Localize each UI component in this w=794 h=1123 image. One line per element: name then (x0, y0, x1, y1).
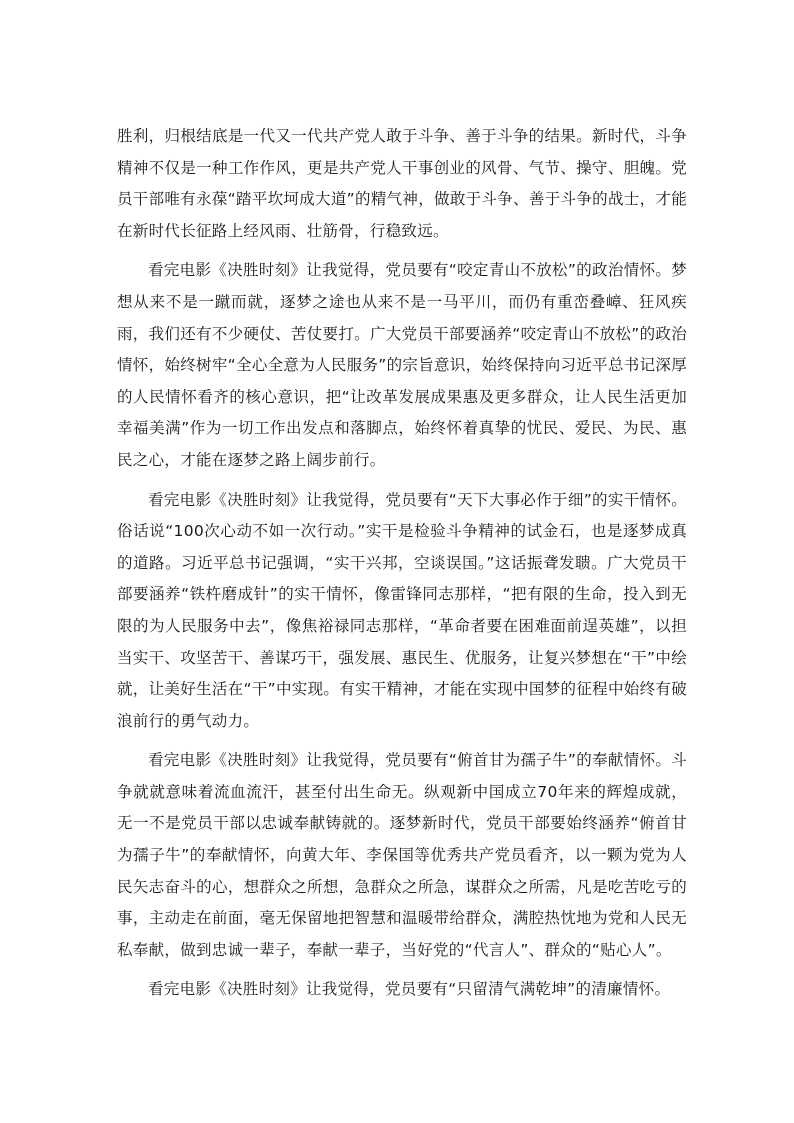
paragraph-5: 看完电影《决胜时刻》让我觉得，党员要有“只留清气满乾坤”的清廉情怀。 (148, 980, 671, 999)
paragraph-3: 看完电影《决胜时刻》让我觉得，党员要有“天下大事必作于细”的实干情怀。俗话说“100次心动不如一次行动。”实干是检验斗争精神的试金石，也是逐梦成真的道路。习近平总书记强调，“实干兴邦，空谈误国。”这话振聋发聩。广大党员干部要涵养“铁杵磨成针”的实干情怀，像雷锋同志那样，“把有限的生命，投入到无限的为人民服务中去”，像焦裕禄同志那样，“革命者要在困难面前逞英雄”，以担当实干、攻坚苦干、善谋巧干，强发展、惠民生、优服务，让复兴梦想在“干”中绘就，让美好生活在“干”中实现。有实干精神，才能在实现中国梦的征程中始终有破浪前行的勇气动力。 (117, 490, 687, 730)
document-body (117, 121, 687, 1014)
paragraph-2: 看完电影《决胜时刻》让我觉得，党员要有“咬定青山不放松”的政治情怀。梦想从来不是一蹴而就，逐梦之途也从来不是一马平川，而仍有重峦叠嶂、狂风疾雨，我们还有不少硬仗、苦仗要打。广大党员干部要涵养“咬定青山不放松”的政治情怀，始终树牢“全心全意为人民服务”的宗旨意识，始终保持向习近平总书记深厚的人民情怀看齐的核心意识，把“让改革发展成果惠及更多群众，让人民生活更加幸福美满”作为一切工作出发点和落脚点，始终怀着真挚的忧民、爱民、为民、惠民之心，才能在逐梦之路上阔步前行。 (117, 261, 687, 469)
paragraph-4: 看完电影《决胜时刻》让我觉得，党员要有“俯首甘为孺子牛”的奉献情怀。斗争就就意味着流血流汗，甚至付出生命无。纵观新中国成立70年来的辉煌成就，无一不是党员干部以忠诚奉献铸就的。逐梦新时代，党员干部要始终涵养“俯首甘为孺子牛”的奉献情怀，向黄大年、李保国等优秀共产党员看齐，以一颗为党为人民矢志奋斗的心，想群众之所想，急群众之所急，谋群众之所需，凡是吃苦吃亏的事，主动走在前面，毫无保留地把智慧和温暖带给群众，满腔热忱地为党和人民无私奉献，做到忠诚一辈子，奉献一辈子，当好党的“代言人”、群众的“贴心人”。 (117, 751, 687, 959)
paragraph-1: 胜利，归根结底是一代又一代共产党人敢于斗争、善于斗争的结果。新时代，斗争精神不仅是一种工作作风，更是共产党人干事创业的风骨、气节、操守、胆魄。党员干部唯有永葆“踏平坎坷成大道”的精气神，做敢于斗争、善于斗争的战士，才能在新时代长征路上经风雨、壮筋骨，行稳致远。 (117, 127, 687, 240)
